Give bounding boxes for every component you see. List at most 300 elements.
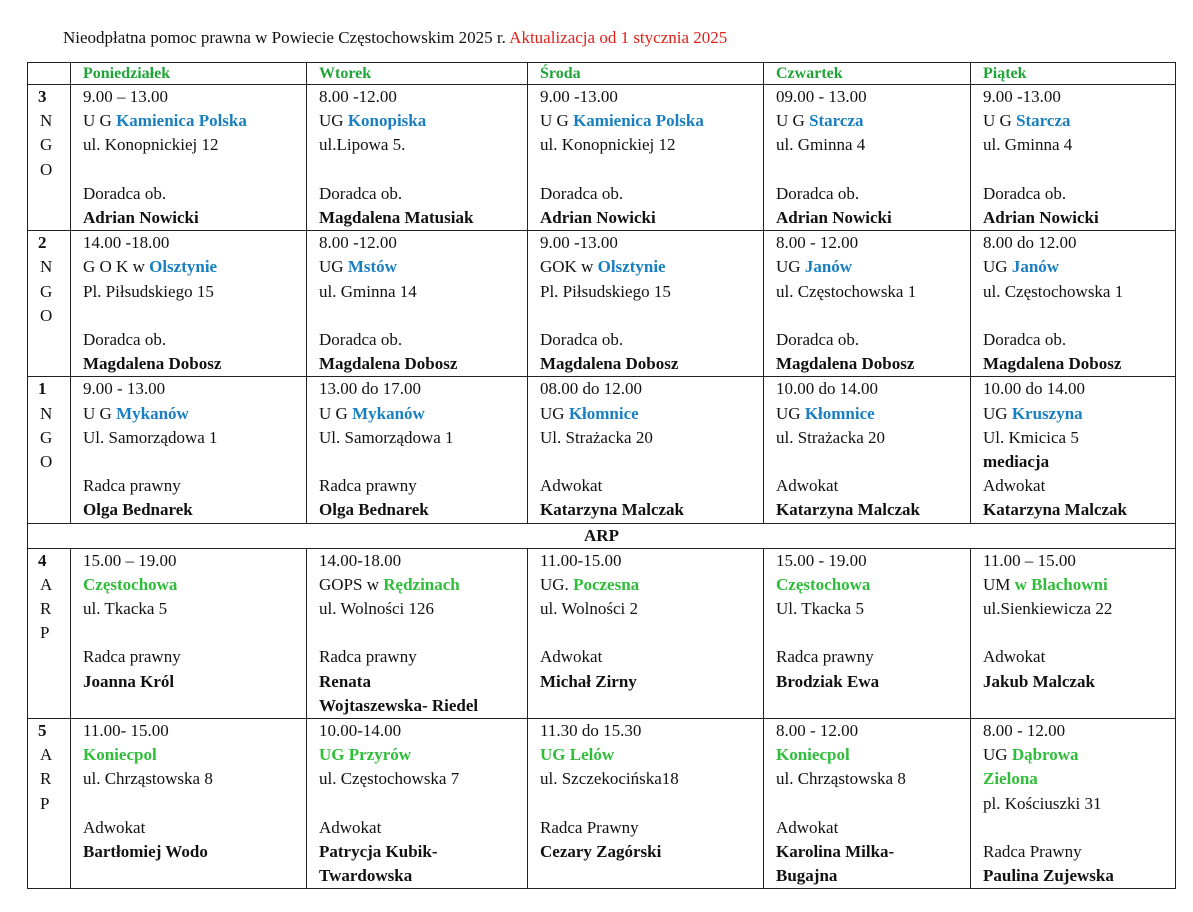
cell-text: 9.00 -13.00 bbox=[983, 87, 1061, 106]
cell-line bbox=[319, 255, 527, 279]
cell-line bbox=[983, 498, 1175, 522]
row-group-label bbox=[28, 377, 71, 523]
advisor-name: Wojtaszewska- Riedel bbox=[319, 695, 479, 715]
advisor-name: Katarzyna Malczak bbox=[983, 500, 1127, 520]
cell-line bbox=[83, 352, 306, 376]
cell-text: Adwokat bbox=[983, 476, 1046, 496]
cell-line bbox=[319, 352, 527, 376]
schedule-cell bbox=[307, 231, 528, 377]
title-main: Nieodpłatna pomoc prawna w Powiecie Częstochowskim 2025 r. bbox=[63, 28, 506, 47]
cell-line bbox=[983, 767, 1175, 791]
cell-line bbox=[540, 498, 763, 522]
cell-text: UG bbox=[540, 403, 569, 423]
cell-line bbox=[319, 621, 527, 645]
cell-text: pl. Kościuszki 31 bbox=[983, 793, 1102, 813]
cell-line bbox=[540, 450, 763, 474]
office-name: Starcza bbox=[1016, 111, 1071, 131]
cell-line bbox=[319, 474, 527, 498]
group-letter: G bbox=[40, 427, 53, 447]
cell-text: Radca prawny bbox=[319, 647, 417, 667]
schedule-cell bbox=[71, 85, 307, 231]
advisor-name: Michał Zirny bbox=[540, 671, 637, 691]
cell-line bbox=[540, 328, 763, 352]
cell-line bbox=[540, 255, 763, 279]
cell-line bbox=[319, 109, 527, 133]
cell-line bbox=[983, 549, 1175, 573]
group-letter: O bbox=[40, 159, 53, 179]
cell-text: 14.00-18.00 bbox=[319, 550, 402, 570]
cell-line bbox=[983, 719, 1175, 743]
cell-line bbox=[83, 426, 306, 450]
advisor-name: Magdalena Dobosz bbox=[319, 354, 458, 374]
cell-line bbox=[540, 670, 763, 694]
cell-line bbox=[983, 377, 1175, 401]
cell-line bbox=[540, 767, 763, 791]
cell-line bbox=[319, 694, 527, 718]
cell-line bbox=[776, 328, 970, 352]
office-name: Koniecpol bbox=[776, 745, 850, 765]
advisor-name: Renata bbox=[319, 671, 371, 691]
cell-line bbox=[540, 549, 763, 573]
cell-text: 8.00 - 12.00 bbox=[983, 721, 1066, 741]
cell-text: ul. Gminna 4 bbox=[983, 135, 1073, 155]
cell-text: ul. Tkacka 5 bbox=[83, 599, 168, 619]
schedule-cell bbox=[307, 548, 528, 718]
advisor-name: Cezary Zagórski bbox=[540, 842, 662, 862]
schedule-cell bbox=[528, 231, 764, 377]
cell-line bbox=[319, 231, 527, 255]
office-name: Janów bbox=[804, 257, 853, 277]
cell-line bbox=[540, 109, 763, 133]
cell-line bbox=[540, 133, 763, 157]
schedule-cell bbox=[71, 548, 307, 718]
group-number: 1 bbox=[38, 379, 47, 399]
cell-line bbox=[540, 621, 763, 645]
cell-line bbox=[83, 109, 306, 133]
cell-text: 9.00 – 13.00 bbox=[83, 87, 168, 106]
office-name: Kłomnice bbox=[804, 403, 875, 423]
cell-line bbox=[540, 426, 763, 450]
schedule-cell bbox=[528, 719, 764, 889]
office-name: Zielona bbox=[983, 769, 1038, 789]
group-number: 2 bbox=[38, 233, 47, 253]
cell-text: 9.00 -13.00 bbox=[540, 233, 618, 253]
cell-text: U G bbox=[83, 403, 117, 423]
advisor-name: Magdalena Dobosz bbox=[776, 354, 915, 374]
day-header-friday: Piątek bbox=[971, 63, 1176, 85]
cell-line bbox=[983, 864, 1175, 888]
cell-text: ul. Częstochowska 7 bbox=[319, 769, 460, 789]
cell-text: UG. bbox=[540, 574, 574, 594]
cell-line bbox=[83, 792, 306, 816]
cell-line bbox=[776, 280, 970, 304]
cell-line bbox=[776, 109, 970, 133]
office-name: Dąbrowa bbox=[1011, 745, 1079, 765]
schedule-cell bbox=[971, 377, 1176, 523]
cell-line bbox=[540, 840, 763, 864]
cell-line bbox=[983, 85, 1175, 109]
cell-text: G O K w bbox=[83, 257, 150, 277]
cell-line bbox=[83, 206, 306, 230]
cell-line bbox=[319, 645, 527, 669]
group-letter: N bbox=[40, 257, 53, 277]
cell-text: Doradca ob. bbox=[540, 330, 624, 349]
schedule-row bbox=[28, 85, 1176, 231]
cell-line bbox=[83, 498, 306, 522]
cell-text: Adwokat bbox=[83, 817, 146, 837]
cell-text: Doradca ob. bbox=[776, 183, 860, 203]
cell-text: ul.Sienkiewicza 22 bbox=[983, 599, 1113, 619]
cell-line bbox=[776, 573, 970, 597]
cell-line bbox=[776, 206, 970, 230]
group-letter: P bbox=[40, 623, 50, 643]
page-title bbox=[63, 28, 727, 48]
cell-line bbox=[776, 426, 970, 450]
row-group-label bbox=[28, 548, 71, 718]
advisor-name: Katarzyna Malczak bbox=[540, 500, 684, 520]
advisor-name: Bugajna bbox=[776, 866, 838, 886]
cell-line bbox=[319, 402, 527, 426]
cell-line bbox=[540, 231, 763, 255]
cell-line bbox=[83, 840, 306, 864]
cell-line bbox=[983, 304, 1175, 328]
advisor-name: Adrian Nowicki bbox=[83, 208, 199, 227]
group-number: 3 bbox=[38, 87, 47, 106]
cell-text: Doradca ob. bbox=[540, 183, 624, 203]
schedule-cell bbox=[528, 548, 764, 718]
advisor-name: Jakub Malczak bbox=[983, 671, 1095, 691]
cell-line bbox=[83, 328, 306, 352]
schedule-table bbox=[27, 62, 1176, 889]
cell-text: UG bbox=[776, 403, 805, 423]
cell-line bbox=[983, 816, 1175, 840]
cell-line bbox=[776, 474, 970, 498]
cell-line bbox=[540, 182, 763, 206]
cell-line bbox=[83, 474, 306, 498]
advisor-name: Adrian Nowicki bbox=[983, 208, 1099, 227]
cell-line bbox=[83, 573, 306, 597]
cell-text: U G bbox=[983, 111, 1017, 131]
schedule-cell bbox=[764, 548, 971, 718]
day-header-monday: Poniedziałek bbox=[71, 63, 307, 85]
schedule-cell bbox=[971, 548, 1176, 718]
cell-text: UG bbox=[776, 257, 805, 277]
cell-line bbox=[776, 182, 970, 206]
cell-line bbox=[983, 597, 1175, 621]
group-letter: P bbox=[40, 793, 50, 813]
cell-text: U G bbox=[540, 111, 574, 131]
office-name: Mykanów bbox=[352, 403, 425, 423]
cell-text: Radca prawny bbox=[776, 647, 874, 667]
cell-text: ul. Chrząstowska 8 bbox=[83, 769, 213, 789]
office-name: Poczesna bbox=[573, 574, 640, 594]
cell-line bbox=[983, 182, 1175, 206]
cell-line bbox=[319, 304, 527, 328]
cell-text: ul. Chrząstowska 8 bbox=[776, 769, 906, 789]
cell-line bbox=[319, 133, 527, 157]
office-name: UG Przyrów bbox=[319, 745, 412, 765]
schedule-cell bbox=[528, 377, 764, 523]
cell-text: Doradca ob. bbox=[983, 330, 1067, 349]
cell-text: Adwokat bbox=[540, 647, 603, 667]
cell-line bbox=[540, 402, 763, 426]
cell-line bbox=[319, 328, 527, 352]
day-header-wednesday: Środa bbox=[528, 63, 764, 85]
day-header-thursday: Czwartek bbox=[764, 63, 971, 85]
cell-text: ul. Szczekocińska18 bbox=[540, 769, 679, 789]
advisor-name: Olga Bednarek bbox=[319, 500, 429, 520]
cell-text: UM bbox=[983, 574, 1015, 594]
cell-text: ul. Konopnickiej 12 bbox=[540, 135, 676, 155]
office-name: Kruszyna bbox=[1011, 403, 1083, 423]
cell-line bbox=[776, 645, 970, 669]
advisor-name: Katarzyna Malczak bbox=[776, 500, 920, 520]
cell-text: 9.00 -13.00 bbox=[540, 87, 618, 106]
cell-line bbox=[83, 621, 306, 645]
cell-line bbox=[776, 767, 970, 791]
cell-text: ul. Częstochowska 1 bbox=[983, 281, 1124, 301]
cell-line bbox=[83, 182, 306, 206]
cell-text: 11.00-15.00 bbox=[540, 550, 622, 570]
cell-text: Adwokat bbox=[319, 817, 382, 837]
day-header-tuesday: Wtorek bbox=[307, 63, 528, 85]
cell-text: 8.00 -12.00 bbox=[319, 87, 397, 106]
group-letter: N bbox=[40, 403, 53, 423]
cell-text: Radca prawny bbox=[83, 647, 181, 667]
advisor-name: Twardowska bbox=[319, 866, 413, 886]
cell-text: UG bbox=[319, 111, 348, 131]
cell-line bbox=[983, 133, 1175, 157]
cell-line bbox=[319, 719, 527, 743]
schedule-cell bbox=[764, 377, 971, 523]
cell-line bbox=[983, 743, 1175, 767]
cell-line bbox=[319, 670, 527, 694]
cell-line bbox=[319, 450, 527, 474]
cell-text: 09.00 - 13.00 bbox=[776, 87, 867, 106]
cell-text: Adwokat bbox=[776, 817, 839, 837]
cell-text: UG bbox=[983, 745, 1012, 765]
header-row bbox=[28, 63, 1176, 85]
cell-text: 11.00- 15.00 bbox=[83, 721, 169, 741]
office-name: Rędzinach bbox=[383, 574, 460, 594]
group-number: 5 bbox=[38, 721, 47, 741]
cell-line bbox=[319, 549, 527, 573]
separator-row bbox=[28, 523, 1176, 548]
cell-line bbox=[319, 85, 527, 109]
cell-text: 10.00 do 14.00 bbox=[983, 379, 1085, 399]
cell-text: 15.00 – 19.00 bbox=[83, 550, 177, 570]
cell-line bbox=[83, 85, 306, 109]
cell-text: U G bbox=[319, 403, 353, 423]
schedule-cell bbox=[764, 231, 971, 377]
cell-line bbox=[319, 816, 527, 840]
group-letter: G bbox=[40, 281, 53, 301]
cell-line bbox=[83, 767, 306, 791]
cell-line bbox=[776, 816, 970, 840]
cell-line bbox=[983, 231, 1175, 255]
office-name: Koniecpol bbox=[83, 745, 157, 765]
cell-text: GOK w bbox=[540, 257, 598, 277]
group-letter: N bbox=[40, 111, 53, 131]
schedule-cell bbox=[764, 719, 971, 889]
schedule-cell bbox=[307, 377, 528, 523]
office-name: Częstochowa bbox=[83, 574, 178, 594]
cell-text: ul. Strażacka 20 bbox=[776, 427, 886, 447]
office-name: Kłomnice bbox=[568, 403, 639, 423]
cell-line bbox=[319, 182, 527, 206]
cell-text: Doradca ob. bbox=[776, 330, 860, 349]
cell-line bbox=[83, 450, 306, 474]
cell-line bbox=[776, 450, 970, 474]
office-name: Mstów bbox=[347, 257, 397, 277]
cell-text: Adwokat bbox=[776, 476, 839, 496]
cell-text: 10.00-14.00 bbox=[319, 721, 402, 741]
cell-text: Ul. Strażacka 20 bbox=[540, 427, 653, 447]
schedule-cell bbox=[307, 719, 528, 889]
cell-line bbox=[983, 621, 1175, 645]
advisor-name: Joanna Król bbox=[83, 671, 175, 691]
row-group-label bbox=[28, 231, 71, 377]
cell-text: 8.00 -12.00 bbox=[319, 233, 397, 253]
cell-line bbox=[776, 792, 970, 816]
advisor-name: Paulina Zujewska bbox=[983, 866, 1114, 886]
cell-line bbox=[776, 498, 970, 522]
schedule-row bbox=[28, 377, 1176, 523]
schedule-cell bbox=[528, 85, 764, 231]
cell-line bbox=[319, 158, 527, 182]
cell-line bbox=[776, 719, 970, 743]
cell-line bbox=[983, 573, 1175, 597]
advisor-name: Magdalena Dobosz bbox=[540, 354, 679, 374]
schedule-row bbox=[28, 231, 1176, 377]
cell-line bbox=[776, 597, 970, 621]
cell-text: 10.00 do 14.00 bbox=[776, 379, 878, 399]
cell-line bbox=[540, 573, 763, 597]
cell-text: Pl. Piłsudskiego 15 bbox=[83, 281, 214, 301]
advisor-name: Patrycja Kubik- bbox=[319, 842, 438, 862]
cell-line bbox=[83, 743, 306, 767]
cell-text: 8.00 - 12.00 bbox=[776, 233, 859, 253]
advisor-name: Brodziak Ewa bbox=[776, 671, 880, 691]
cell-line bbox=[83, 816, 306, 840]
row-group-label bbox=[28, 719, 71, 889]
cell-text: 8.00 do 12.00 bbox=[983, 233, 1077, 253]
cell-line bbox=[83, 670, 306, 694]
schedule-cell bbox=[71, 377, 307, 523]
cell-line bbox=[319, 597, 527, 621]
cell-line bbox=[319, 498, 527, 522]
office-name: Konopiska bbox=[347, 111, 427, 131]
cell-line bbox=[319, 840, 527, 864]
cell-line bbox=[983, 402, 1175, 426]
cell-text: 11.30 do 15.30 bbox=[540, 721, 642, 741]
cell-line bbox=[83, 158, 306, 182]
corner-cell bbox=[28, 63, 71, 85]
group-letter: O bbox=[40, 305, 53, 325]
advisor-name: Adrian Nowicki bbox=[540, 208, 656, 227]
schedule-cell bbox=[71, 719, 307, 889]
cell-line bbox=[983, 158, 1175, 182]
cell-line bbox=[319, 792, 527, 816]
advisor-name: Olga Bednarek bbox=[83, 500, 193, 520]
cell-text: Doradca ob. bbox=[983, 183, 1067, 203]
advisor-name: Adrian Nowicki bbox=[776, 208, 892, 227]
office-name: Janów bbox=[1011, 257, 1060, 277]
cell-line bbox=[540, 377, 763, 401]
office-name: w Blachowni bbox=[1014, 574, 1108, 594]
cell-line bbox=[776, 255, 970, 279]
group-letter: A bbox=[40, 745, 53, 765]
office-name: Kamienica Polska bbox=[116, 111, 247, 131]
schedule-body bbox=[28, 85, 1176, 889]
cell-text: ul. Gminna 14 bbox=[319, 281, 417, 301]
cell-line bbox=[319, 573, 527, 597]
cell-line bbox=[983, 450, 1175, 474]
cell-text: Adwokat bbox=[983, 647, 1046, 667]
cell-line bbox=[983, 645, 1175, 669]
advisor-name: mediacja bbox=[983, 452, 1050, 472]
cell-line bbox=[540, 158, 763, 182]
office-name: Mykanów bbox=[116, 403, 189, 423]
cell-line bbox=[776, 304, 970, 328]
cell-text: UG bbox=[983, 257, 1012, 277]
cell-line bbox=[319, 206, 527, 230]
separator-label: ARP bbox=[28, 523, 1176, 548]
group-letter: G bbox=[40, 135, 53, 155]
cell-line bbox=[319, 767, 527, 791]
cell-text: Doradca ob. bbox=[83, 330, 167, 349]
advisor-name: Magdalena Dobosz bbox=[83, 354, 222, 374]
cell-text: Radca prawny bbox=[319, 476, 417, 496]
advisor-name: Bartłomiej Wodo bbox=[83, 842, 208, 862]
cell-line bbox=[776, 840, 970, 864]
cell-text: ul. Wolności 126 bbox=[319, 599, 434, 619]
cell-text: Radca Prawny bbox=[540, 817, 639, 837]
schedule-cell bbox=[971, 85, 1176, 231]
cell-line bbox=[983, 328, 1175, 352]
cell-text: ul. Częstochowska 1 bbox=[776, 281, 917, 301]
office-name: Starcza bbox=[809, 111, 864, 131]
cell-line bbox=[776, 743, 970, 767]
office-name: UG Lelów bbox=[540, 745, 615, 765]
cell-text: 9.00 - 13.00 bbox=[83, 379, 166, 399]
cell-line bbox=[83, 719, 306, 743]
group-letter: A bbox=[40, 574, 53, 594]
cell-line bbox=[776, 352, 970, 376]
cell-line bbox=[319, 864, 527, 888]
cell-text: Ul. Kmicica 5 bbox=[983, 427, 1079, 447]
cell-line bbox=[540, 280, 763, 304]
cell-text: 13.00 do 17.00 bbox=[319, 379, 421, 399]
cell-line bbox=[983, 352, 1175, 376]
cell-line bbox=[776, 864, 970, 888]
cell-line bbox=[83, 280, 306, 304]
cell-line bbox=[540, 792, 763, 816]
cell-text: ul. Gminna 4 bbox=[776, 135, 866, 155]
schedule-cell bbox=[971, 231, 1176, 377]
cell-line bbox=[983, 840, 1175, 864]
cell-line bbox=[776, 621, 970, 645]
cell-line bbox=[983, 255, 1175, 279]
office-name: Olsztynie bbox=[149, 257, 218, 277]
cell-text: 15.00 - 19.00 bbox=[776, 550, 867, 570]
cell-line bbox=[983, 109, 1175, 133]
cell-text: Doradca ob. bbox=[83, 183, 167, 203]
cell-text: Radca prawny bbox=[83, 476, 181, 496]
cell-line bbox=[83, 133, 306, 157]
cell-line bbox=[540, 743, 763, 767]
cell-text: ul. Konopnickiej 12 bbox=[83, 135, 219, 155]
